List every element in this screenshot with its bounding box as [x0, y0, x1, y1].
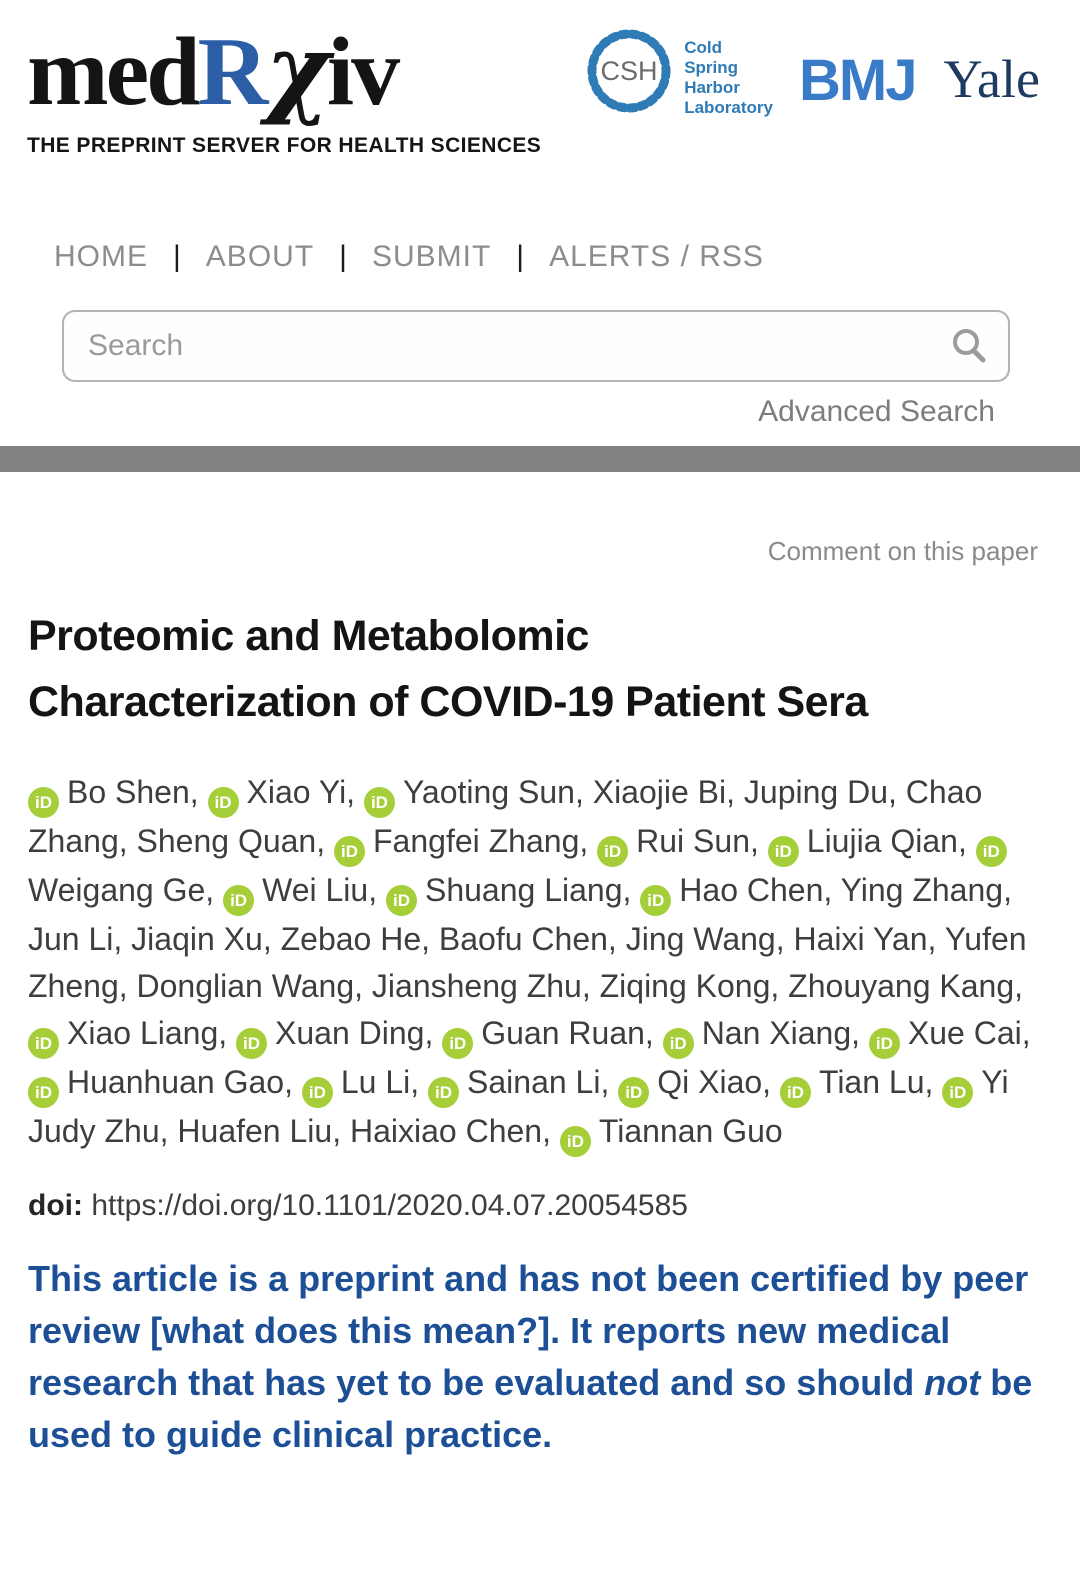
- divider-bar: [0, 446, 1080, 472]
- author-name: Tian Lu,: [818, 1063, 934, 1100]
- search-input[interactable]: [62, 310, 1010, 382]
- author-name: Xiaojie Bi,: [592, 773, 736, 810]
- author-list: [28, 769, 1033, 1157]
- comment-row: [28, 536, 1038, 567]
- orcid-icon[interactable]: iD: [442, 1028, 473, 1059]
- notice-text-2: ]. It reports new medical research that has yet to be evaluated and so should: [28, 1309, 951, 1403]
- nav-item-alerts-rss[interactable]: ALERTS / RSS: [549, 239, 764, 273]
- orcid-icon[interactable]: iD: [942, 1077, 973, 1108]
- author-name: Xiao Liang,: [67, 1014, 228, 1051]
- orcid-icon[interactable]: iD: [618, 1077, 649, 1108]
- medrxiv-logo[interactable]: [27, 13, 542, 158]
- orcid-icon[interactable]: iD: [236, 1028, 267, 1059]
- nav-separator: |: [173, 239, 181, 273]
- search-bar: [62, 310, 1010, 382]
- nav-item-home[interactable]: HOME: [54, 239, 148, 273]
- author-name: Jun Li,: [28, 920, 123, 957]
- author-name: Yi Judy Zhu,: [28, 1063, 1009, 1149]
- orcid-icon[interactable]: iD: [869, 1028, 900, 1059]
- orcid-icon[interactable]: iD: [560, 1126, 591, 1157]
- author-name: Sheng Quan,: [136, 822, 326, 859]
- main-nav: [54, 240, 1040, 274]
- medrxiv-wordmark: [27, 13, 541, 128]
- notice-text-1: This article is a preprint and has not been certified by peer review [: [28, 1257, 1029, 1351]
- author-name: Jiaqin Xu,: [131, 920, 272, 957]
- author-name: Yufen Zheng,: [28, 920, 1027, 1004]
- author-name: Bo Shen,: [67, 773, 199, 810]
- orcid-icon[interactable]: iD: [597, 836, 628, 867]
- author-name: Zhouyang Kang,: [788, 967, 1024, 1004]
- author-name: Yaoting Sun,: [402, 773, 584, 810]
- author-name: Juping Du,: [743, 773, 897, 810]
- comment-on-paper-link[interactable]: Comment on this paper: [767, 535, 1038, 566]
- orcid-icon[interactable]: iD: [28, 787, 59, 818]
- logo-iv: iv: [326, 18, 398, 126]
- author-name: Ying Zhang,: [840, 871, 1012, 908]
- author-name: Baofu Chen,: [438, 920, 617, 957]
- csh-logo-icon: [584, 26, 674, 116]
- author-name: Huafen Liu,: [177, 1112, 342, 1149]
- author-name: Jing Wang,: [625, 920, 785, 957]
- bmj-logo: BMJ: [799, 48, 916, 113]
- orcid-icon[interactable]: iD: [780, 1077, 811, 1108]
- orcid-icon[interactable]: iD: [640, 885, 671, 916]
- paper-title-line1: Proteomic and Metabolomic: [28, 611, 589, 660]
- doi-label: doi:: [28, 1188, 83, 1222]
- author-name: Wei Liu,: [262, 871, 378, 908]
- orcid-icon[interactable]: iD: [976, 836, 1007, 867]
- csh-logo-text: Cold Spring Harbor Laboratory: [684, 38, 773, 117]
- orcid-icon[interactable]: iD: [334, 836, 365, 867]
- partner-logos: [584, 26, 1040, 118]
- orcid-icon[interactable]: iD: [386, 885, 417, 916]
- orcid-icon[interactable]: iD: [428, 1077, 459, 1108]
- author-name: Xiao Yi,: [246, 773, 356, 810]
- author-name: Nan Xiang,: [701, 1014, 861, 1051]
- author-name: Shuang Liang,: [424, 871, 632, 908]
- author-name: Haixiao Chen,: [349, 1112, 551, 1149]
- author-name: Lu Li,: [340, 1063, 420, 1100]
- author-name: Xuan Ding,: [275, 1014, 434, 1051]
- orcid-icon[interactable]: iD: [302, 1077, 333, 1108]
- site-tagline: THE PREPRINT SERVER FOR HEALTH SCIENCES: [27, 133, 542, 157]
- author-name: Huanhuan Gao,: [67, 1063, 293, 1100]
- site-header: [0, 0, 1080, 429]
- nav-item-submit[interactable]: SUBMIT: [371, 239, 492, 273]
- notice-emphasis: not: [924, 1361, 981, 1403]
- author-name: Ziqing Kong,: [599, 967, 780, 1004]
- author-name: Qi Xiao,: [657, 1063, 772, 1100]
- csh-acronym: CSH: [600, 56, 658, 86]
- orcid-icon[interactable]: iD: [768, 836, 799, 867]
- author-name: Tiannan Guo: [598, 1112, 783, 1149]
- author-name: Guan Ruan,: [481, 1014, 654, 1051]
- author-name: Weigang Ge,: [28, 871, 215, 908]
- author-name: Rui Sun,: [636, 822, 759, 859]
- yale-logo: Yale: [943, 49, 1040, 109]
- author-name: Xue Cai,: [907, 1014, 1031, 1051]
- logo-med: med: [27, 18, 198, 126]
- author-name: Hao Chen,: [679, 871, 833, 908]
- paper-title: [28, 603, 1038, 735]
- author-name: Liujia Qian,: [806, 822, 967, 859]
- nav-separator: |: [516, 239, 525, 273]
- logo-r: R: [197, 18, 266, 126]
- nav-item-about[interactable]: ABOUT: [205, 239, 315, 273]
- author-name: Donglian Wang,: [136, 967, 364, 1004]
- author-name: Chao Zhang,: [28, 773, 983, 859]
- orcid-icon[interactable]: iD: [364, 787, 395, 818]
- advanced-search: [27, 395, 995, 429]
- orcid-icon[interactable]: iD: [223, 885, 254, 916]
- orcid-icon[interactable]: iD: [28, 1028, 59, 1059]
- author-name: Fangfei Zhang,: [373, 822, 589, 859]
- orcid-icon[interactable]: iD: [663, 1028, 694, 1059]
- doi-link[interactable]: https://doi.org/10.1101/2020.04.07.20054585: [91, 1188, 688, 1222]
- orcid-icon[interactable]: iD: [208, 787, 239, 818]
- preprint-notice: [28, 1253, 1036, 1461]
- doi-line: [28, 1189, 1038, 1223]
- notice-text-3: be used to guide clinical practice.: [28, 1361, 1033, 1455]
- logo-chi: χ: [265, 13, 327, 128]
- paper-section: [0, 536, 1080, 1491]
- author-name: Zebao He,: [280, 920, 431, 957]
- advanced-search-link[interactable]: Advanced Search: [758, 394, 995, 428]
- orcid-icon[interactable]: iD: [28, 1077, 59, 1108]
- nav-separator: |: [339, 239, 347, 273]
- search-icon[interactable]: [950, 327, 988, 365]
- what-does-this-mean-link[interactable]: what does this mean?: [162, 1309, 539, 1351]
- paper-title-line2: Characterization of COVID-19 Patient Sera: [28, 677, 868, 726]
- author-name: Jiansheng Zhu,: [371, 967, 591, 1004]
- author-name: Haixi Yan,: [793, 920, 937, 957]
- author-name: Sainan Li,: [467, 1063, 610, 1100]
